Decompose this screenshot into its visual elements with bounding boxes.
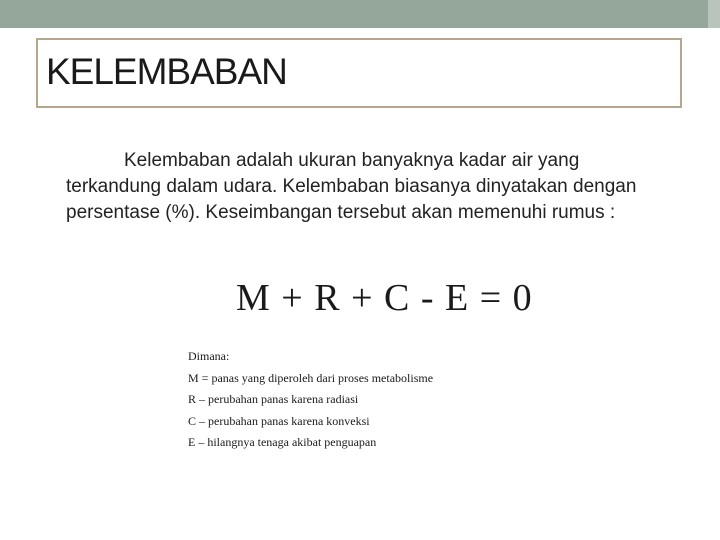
definition-e: E – hilangnya tenaga akibat penguapan bbox=[188, 435, 377, 449]
slide-title: KELEMBABAN bbox=[46, 51, 287, 92]
definition-r: R – perubahan panas karena radiasi bbox=[188, 392, 359, 406]
formula: M + R + C - E = 0 bbox=[236, 277, 533, 319]
title-frame bbox=[36, 38, 682, 108]
definitions-list bbox=[188, 346, 433, 454]
definition-m: M = panas yang diperoleh dari proses metabolisme bbox=[188, 370, 434, 385]
top-band-notch bbox=[708, 0, 720, 28]
definitions-heading: Dimana: bbox=[188, 349, 230, 363]
body-paragraph: Kelembaban adalah ukuran banyaknya kadar air yang terkandung dalam udara. Kelembaban biasanya dinyatakan dengan persentase (%). Keseimbangan tersebut akan memenuhi rumus : bbox=[66, 150, 637, 223]
top-decorative-band bbox=[0, 0, 720, 28]
definition-c: C – perubahan panas karena konveksi bbox=[188, 413, 370, 428]
